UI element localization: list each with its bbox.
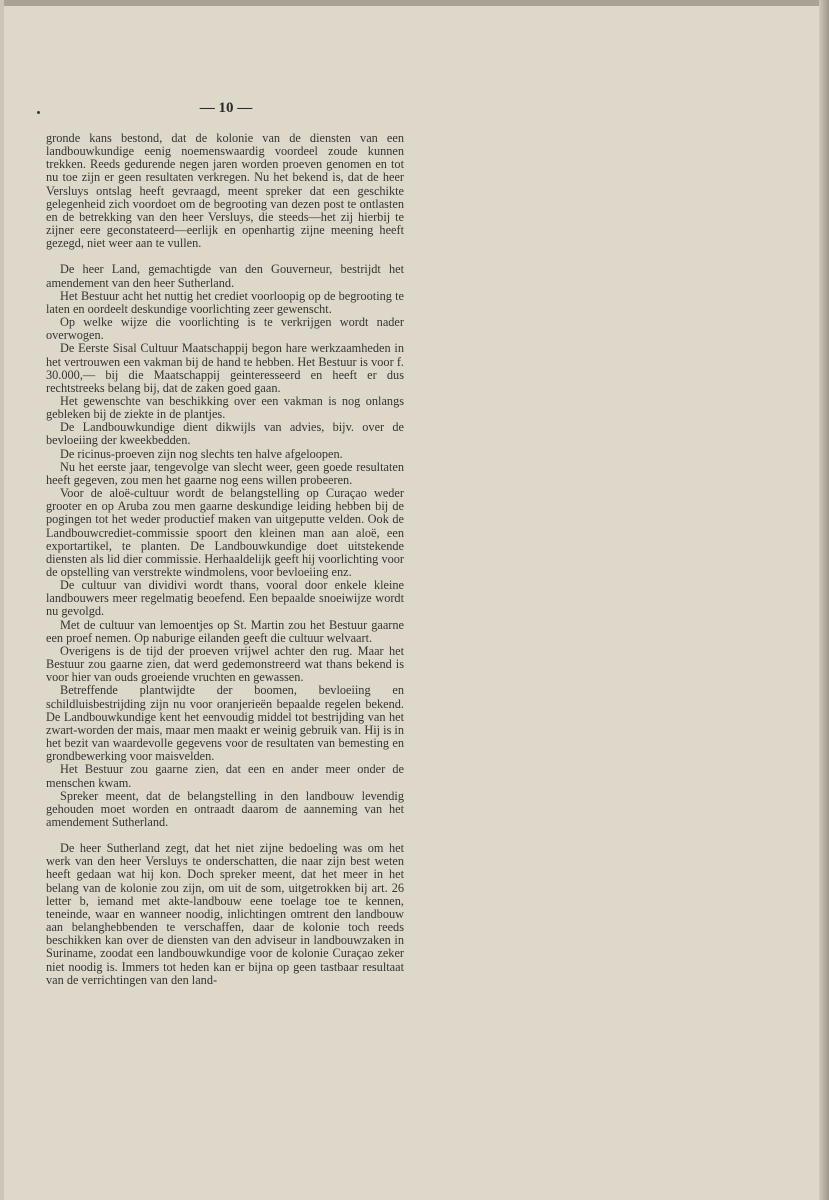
paragraph: Voor de aloë-cultuur wordt de belangstelling op Curaçao weder grooter en op Aruba zou men gaarne deskundige leiding hebben bij de pogingen tot het weder productief maken van uitgeputte velden. Ook de Landbouwcrediet-commissie spoort den kleinen man aan aloë, een exportartikel, te planten. De Landbouwkundige doet uitstekende diensten als lid dier commissie. Herhaaldelijk geeft hij voorlichting voor de opstelling van verstrekte windmolens, voor bevloeiing enz. [46,486,404,579]
page-top-edge [0,0,829,6]
paragraph: De Landbouwkundige dient dikwijls van advies, bijv. over de bevloeiing der kweekbedden. [46,420,404,448]
paragraph: Nu het eerste jaar, tengevolge van slecht weer, geen goede resultaten heeft gegeven, zou men het gaarne nog eens willen probeeren. [46,459,404,487]
paragraph: De cultuur van dividivi wordt thans, vooral door enkele kleine landbouwers meer regelmatig beoefend. Een bepaalde snoeiwijze wordt nu gevolgd. [46,578,404,619]
paragraph: Het gewenschte van beschikking over een vakman is nog onlangs gebleken bij de ziekte in de plantjes. [46,393,404,422]
page-left-edge [0,0,4,1200]
page-number: — 10 — [199,100,253,116]
paragraph: Het Bestuur acht het nuttig het crediet voorloopig op de begrooting te laten en oordeelt deskundige voorlichting zeer gewenscht. [46,288,404,316]
paragraph: De heer Sutherland zegt, dat het niet zijne bedoeling was om het werk van den heer Versluys te onderschatten, die naar zijn best weten heeft gedaan wat hij kon. Doch spreker meent, dat het meer in het belang van de kolonie zou zijn, om uit de som, uitgetrokken bij art. 26 letter b, iemand met akte-landbouw eene toelage toe te kennen, teneinde, waar en wanneer noodig, inlichtingen omtrent den landbouw aan belanghebbenden te verschaffen, daar de kolonie toch reeds beschikken kan over de diensten van den adviseur in landbouwzaken in Suriname, zoodat een landbouwkundige voor de kolonie Curaçao zeker niet noodig is. Immers tot heden kan er bijna op geen tastbaar resultaat van de verrichtingen van den land- [46,841,404,987]
paragraph: Het Bestuur zou gaarne zien, dat een en ander meer onder de menschen kwam. [46,762,404,790]
paragraph: De ricinus-proeven zijn nog slechts ten halve afgeloopen. [60,446,343,461]
paragraph: De heer Land, gemachtigde van den Gouverneur, bestrijdt het amendement van den heer Sutherland. [46,262,404,290]
paragraph: Betreffende plantwijdte der boomen, bevloeiing en schildluisbestrijding zijn nu voor oranjerieën bepaalde regelen bekend. De Landbouwkundige kent het eenvoudig middel tot bestrijding van het zwart-worden der mais, maar men maakt er weinig gebruik van. Hij is in het bezit van waardevolle gegevens voor de resultaten van bemesting en grondbewerking voor maisvelden. [46,683,404,764]
body-text [46,132,404,987]
ink-speck [37,111,40,114]
paragraph: De Eerste Sisal Cultuur Maatschappij begon hare werkzaamheden in het vertrouwen een vakman bij de hand te hebben. Het Bestuur is voor f. 30.000,— bij die Maatschappij geinteresseerd en heeft er dus rechtstreeks belang bij, dat de zaken goed gaan. [46,341,404,395]
paragraph: Overigens is de tijd der proeven vrijwel achter den rug. Maar het Bestuur zou gaarne zien, dat werd gedemonstreerd wat thans bekend is voor hier van ouds groeiende vruchten en gewassen. [46,643,404,685]
paragraph: gronde kans bestond, dat de kolonie van de diensten van een landbouwkundige eenig noemenswaardig voordeel zoude kunnen trekken. Reeds gedurende negen jaren worden proeven genomen en tot nu toe zijn er geen resultaten verkregen. Nu het bekend is, dat de heer Versluys ontslag heeft gevraagd, meent spreker dat een geschikte gelegenheid zich voordoet om de begrooting van dezen post te ontlasten en de betrekking van den heer Versluys, die steeds—het zij hierbij te zijner eere geconstateerd—eerlijk en openhartig zijne meening heeft gezegd, niet weer aan te vullen. [46,131,404,251]
paragraph: Spreker meent, dat de belangstelling in den landbouw levendig gehouden moet worden en ontraadt daarom de aanneming van het amendement Sutherland. [46,788,404,829]
paragraph: Met de cultuur van lemoentjes op St. Martin zou het Bestuur gaarne een proef nemen. Op naburige eilanden geeft die cultuur welvaart. [46,617,404,645]
paragraph: Op welke wijze die voorlichting is te verkrijgen wordt nader overwogen. [46,315,404,343]
page-right-edge [819,0,829,1200]
